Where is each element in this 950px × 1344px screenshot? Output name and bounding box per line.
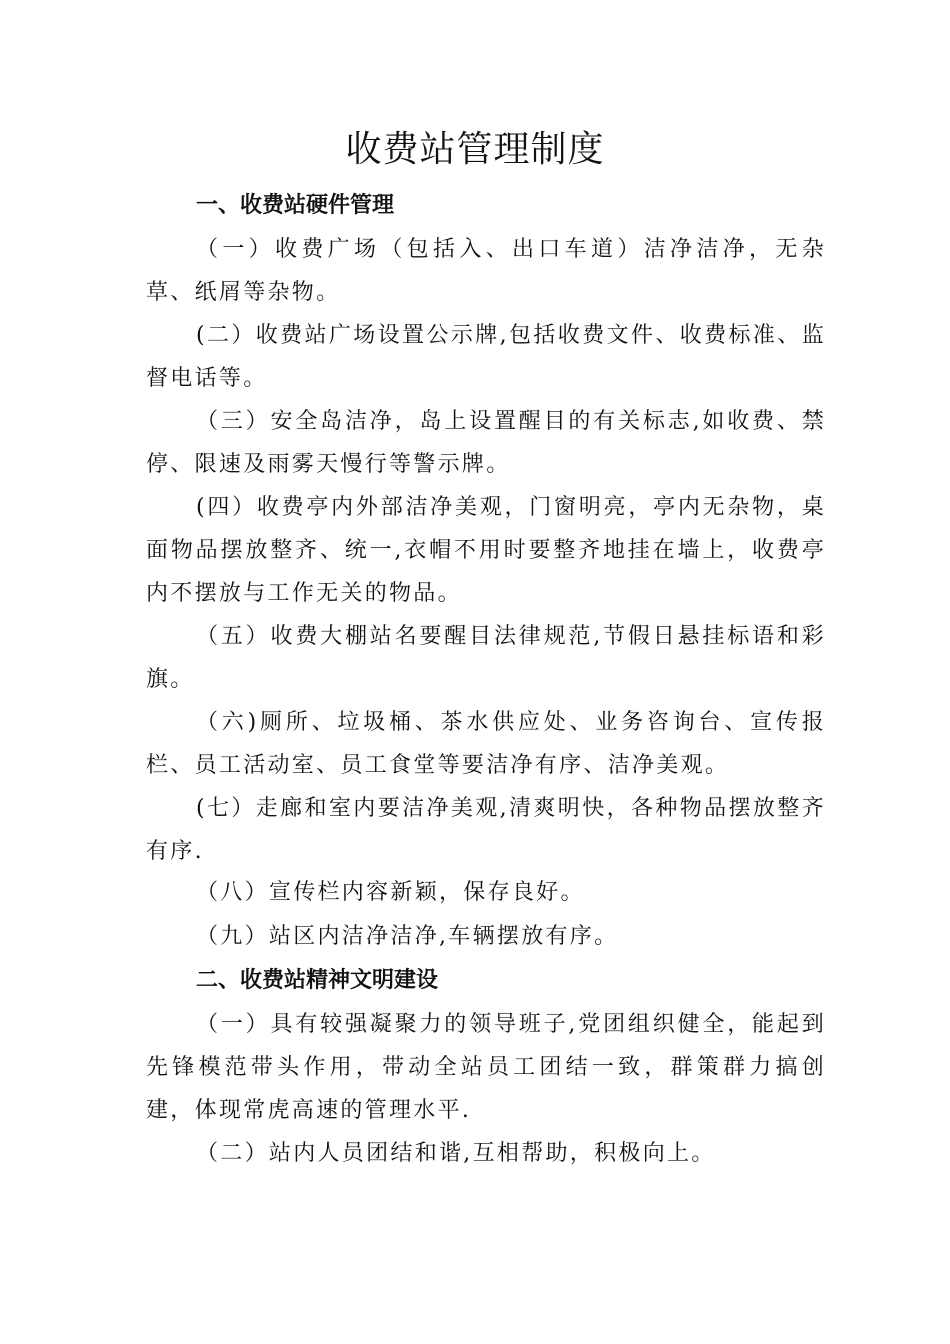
paragraph-1-5: （五）收费大棚站名要醒目法律规范,节假日悬挂标语和彩旗。 [146, 624, 826, 692]
paragraph-1-3: （三）安全岛洁净，岛上设置醒目的有关标志,如收费、禁停、限速及雨雾天慢行等警示牌。 [146, 409, 826, 477]
paragraph-2-2: （二）站内人员团结和谐,互相帮助，积极向上。 [196, 1141, 716, 1166]
paragraph-1-4: (四）收费亭内外部洁净美观，门窗明亮，亭内无杂物，桌面物品摆放整齐、统一,衣帽不用时要整齐地挂在墙上，收费亭内不摆放与工作无关的物品。 [146, 495, 826, 606]
paragraph-1-9: （九）站区内洁净洁净,车辆摆放有序。 [196, 924, 619, 949]
paragraph-1-8: （八）宣传栏内容新颖，保存良好。 [196, 880, 585, 905]
paragraph-1-7: (七）走廊和室内要洁净美观,清爽明快，各种物品摆放整齐有序. [146, 796, 826, 864]
paragraph-2-1: （一）具有较强凝聚力的领导班子,党团组织健全，能起到先锋模范带头作用，带动全站员工团结一致，群策群力搞创建，体现常虎高速的管理水平. [146, 1012, 826, 1123]
paragraph-1-1: （一）收费广场（包括入、出口车道）洁净洁净，无杂草、纸屑等杂物。 [146, 237, 826, 305]
paragraph-1-2: (二）收费站广场设置公示牌,包括收费文件、收费标准、监督电话等。 [146, 323, 826, 391]
paragraph-1-6: （六)厕所、垃圾桶、茶水供应处、业务咨询台、宣传报栏、员工活动室、员工食堂等要洁净有序、洁净美观。 [146, 710, 826, 778]
section-heading-1: 一、收费站硬件管理 [196, 193, 395, 218]
section-heading-2: 二、收费站精神文明建设 [196, 968, 439, 993]
document-title: 收费站管理制度 [345, 129, 605, 170]
